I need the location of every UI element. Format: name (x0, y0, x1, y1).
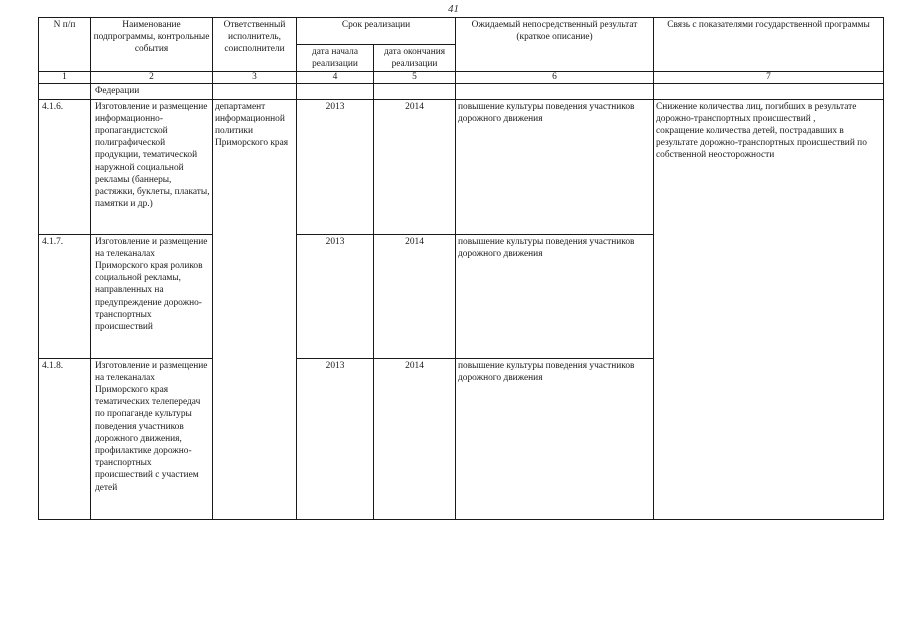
row-end: 2014 (374, 234, 456, 358)
header-responsible: Ответственный исполнитель, соисполнители (213, 18, 297, 72)
column-number: 3 (213, 72, 297, 84)
row-name: Изготовление и размещение на телеканалах Приморского края тематических телепередач по пропаганде культуры поведения участников дорожного движения, профилактике дорожно-транспортных происшествий с участием детей (91, 358, 213, 519)
header-row (39, 18, 884, 45)
row-result: повышение культуры поведения участников дорожного движения (456, 358, 654, 519)
header-num: N п/п (39, 18, 91, 72)
row-id: 4.1.7. (39, 234, 91, 358)
link-cell: Снижение количества лиц, погибших в результате дорожно-транспортных происшествий , сокращение количества детей, пострадавших в результате дорожно-транспортных происшествий по собственной неосторожности (654, 99, 884, 519)
row-id: 4.1.6. (39, 99, 91, 234)
column-number-row (39, 72, 884, 84)
column-number: 5 (374, 72, 456, 84)
table-row (39, 99, 884, 234)
header-link: Связь с показателями государственной программы (654, 18, 884, 72)
responsible-cell: департамент информационной политики Приморского края (213, 99, 297, 519)
row-start: 2013 (297, 99, 374, 234)
row-start: 2013 (297, 358, 374, 519)
continuation-row (39, 84, 884, 99)
header-end: дата окончания реализации (374, 45, 456, 72)
column-number: 6 (456, 72, 654, 84)
header-period: Срок реализации (297, 18, 456, 45)
row-end: 2014 (374, 358, 456, 519)
row-name: Изготовление и размещение информационно-пропагандистской полиграфической продукции, тематической наружной социальной рекламы (баннеры, растяжки, буклеты, плакаты, памятки и др.) (91, 99, 213, 234)
column-number: 7 (654, 72, 884, 84)
header-result: Ожидаемый непосредственный результат (краткое описание) (456, 18, 654, 72)
column-number: 4 (297, 72, 374, 84)
program-table (38, 17, 884, 520)
header-name: Наименование подпрограммы, контрольные события (91, 18, 213, 72)
row-start: 2013 (297, 234, 374, 358)
row-result: повышение культуры поведения участников дорожного движения (456, 234, 654, 358)
header-start: дата начала реализации (297, 45, 374, 72)
continuation-text: Федерации (91, 84, 213, 99)
column-number: 1 (39, 72, 91, 84)
column-number: 2 (91, 72, 213, 84)
row-result: повышение культуры поведения участников дорожного движения (456, 99, 654, 234)
page-number: 41 (448, 3, 459, 15)
row-id: 4.1.8. (39, 358, 91, 519)
row-name: Изготовление и размещение на телеканалах Приморского края роликов социальной рекламы, направленных на предупреждение дорожно-транспортных происшествий (91, 234, 213, 358)
row-end: 2014 (374, 99, 456, 234)
